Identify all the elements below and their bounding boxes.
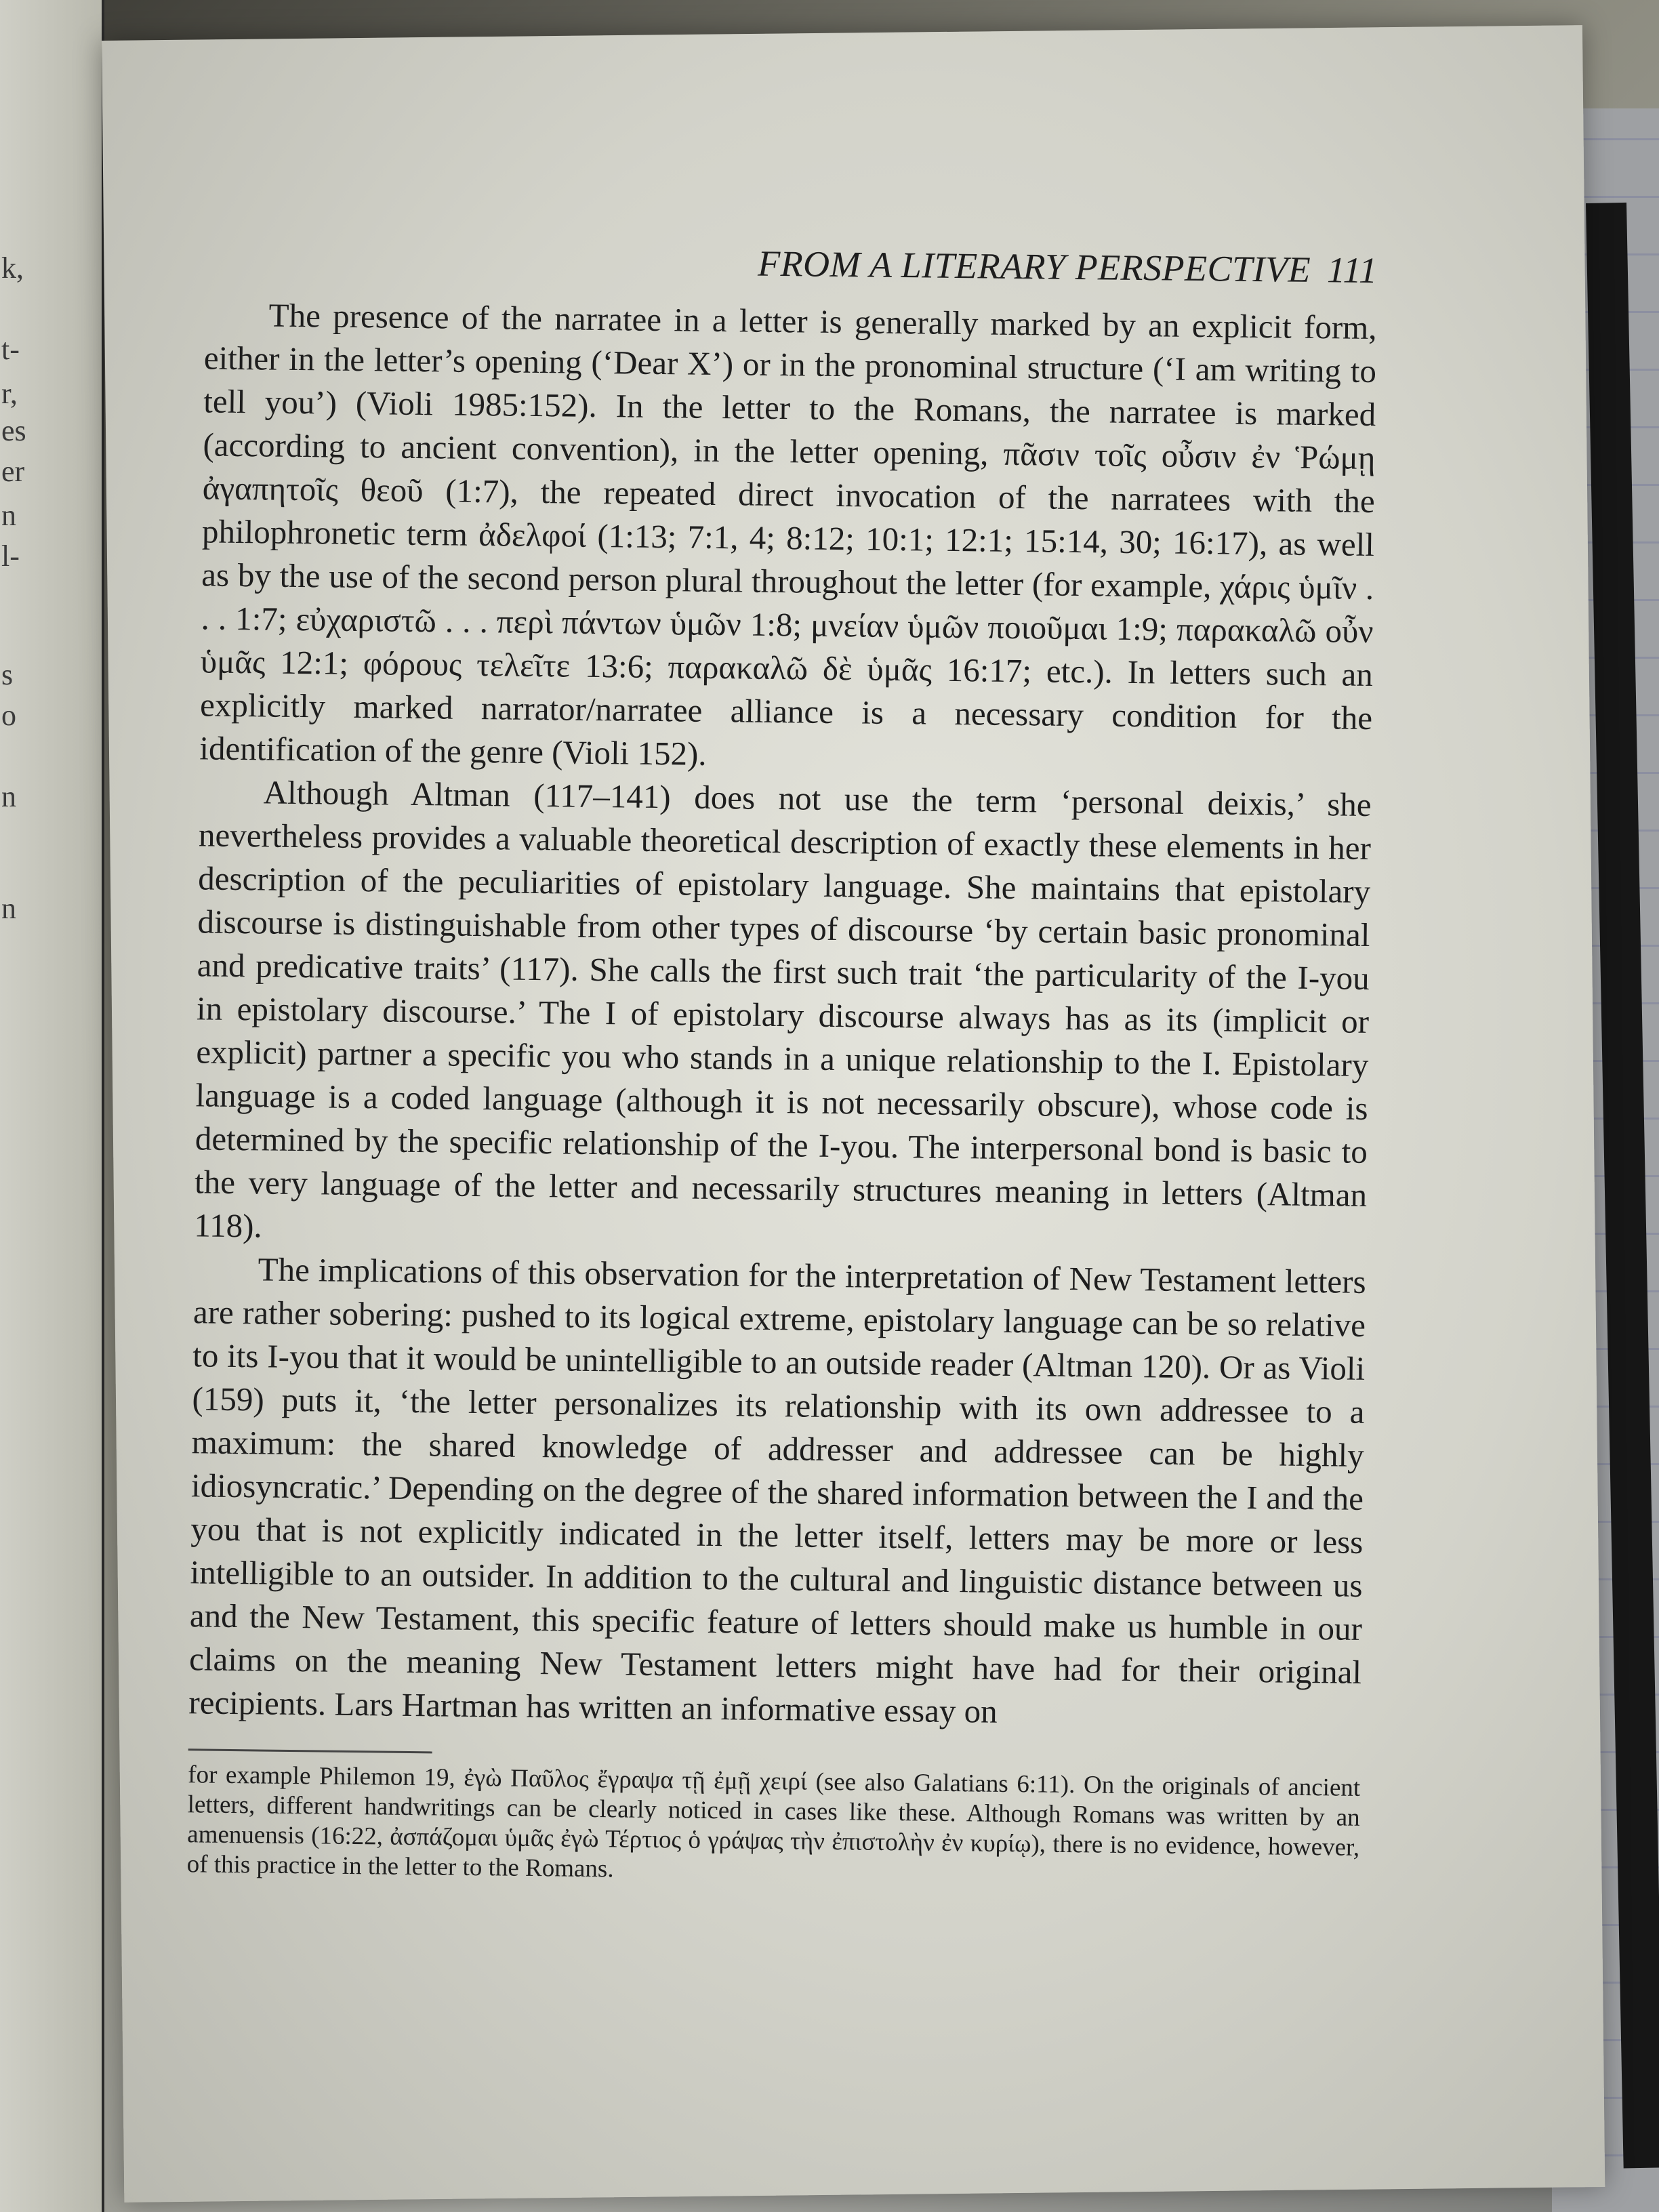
page-content xyxy=(187,236,1378,1892)
facing-page-fragment: o xyxy=(1,699,16,732)
facing-page-fragment: es xyxy=(1,414,26,447)
facing-page-fragment: k, xyxy=(1,251,24,285)
body-paragraph: The presence of the narratee in a letter is generally marked by an explicit form, either in the letter’s opening (‘Dear X’) or in the pronominal structure (‘I am writing to tell you’) (Violi 1985:152). In the letter to the Romans, the narratee is marked (according to ancient convention), in the letter opening, πᾶσιν τοῖς οὖσιν ἐν Ῥώμῃ ἀγαπητοῖς θεοῦ (1:7), the repeated direct invocation of the narratees with the philophronetic term ἀδελφοί (1:13; 7:1, 4; 8:12; 10:1; 12:1; 15:14, 30; 16:17), as well as by the use of the second person plural throughout the letter (for example, χάρις ὑμῖν . . . 1:7; εὐχαριστῶ . . . περὶ πάντων ὑμῶν 1:8; μνείαν ὑμῶν ποιοῦμαι 1:9; παρακαλῶ οὖν ὑμᾶς 12:1; φόρους τελεῖτε 13:6; παρακαλῶ δὲ ὑμᾶς 16:17; etc.). In letters such an explicitly marked narrator/narratee alliance is a necessary condition for the identification of the genre (Violi 152). xyxy=(199,296,1377,773)
facing-page-fragment: s xyxy=(1,658,14,691)
page-number: 111 xyxy=(1326,249,1378,291)
facing-page xyxy=(0,0,104,2212)
facing-page-fragment: n xyxy=(1,499,16,532)
facing-page-fragment: t- xyxy=(1,333,20,366)
facing-page-fragment: n xyxy=(1,780,16,813)
facing-page-fragment: r, xyxy=(1,377,18,410)
running-head-title: FROM A LITERARY PERSPECTIVE xyxy=(757,243,1311,290)
footnote: for example Philemon 19, ἐγὼ Παῦλος ἔγραψα τῇ ἐμῇ χειρί (see also Galatians 6:11). On the originals of ancient letters, different handwritings can be clearly noticed in cases like these. Although Romans was written by an amenuensis (16:22, ἀσπάζομαι ὑμᾶς ἐγὼ Τέρτιος ὁ γράψας τὴν ἐπιστολὴν ἐν κυρίῳ), there is no evidence, however, of this practice in the letter to the Romans. xyxy=(186,1761,1361,1883)
facing-page-fragment: er xyxy=(1,455,25,488)
body-paragraph: Although Altman (117–141) does not use the term ‘personal deixis,’ she nevertheless provides a valuable theoretical description of exactly these elements in her description of the peculiarities of epistolary language. She maintains that epistolary discourse is distinguishable from other types of discourse ‘by certain basic pronominal and predicative traits’ (117). She calls the first such trait ‘the particularity of the I-you in epistolary discourse.’ The I of epistolary discourse always has as its (implicit or explicit) partner a specific you who stands in a unique relationship to the I. Epistolary language is a coded language (although it is not necessarily obscure), whose code is determined by the specific relationship of the I-you. The interpersonal bond is basic to the very language of the letter and necessarily structures meaning in letters (Altman 118). xyxy=(194,773,1372,1245)
footnote-rule xyxy=(188,1748,432,1753)
facing-page-fragment: n xyxy=(1,892,16,925)
facing-page-fragment: l- xyxy=(1,539,20,573)
running-head xyxy=(205,236,1378,291)
book-page xyxy=(102,25,1605,2203)
body-paragraph: The implications of this observation for the interpretation of New Testament letters are rather sobering: pushed to its logical extreme, epistolary language can be so relative to its I-you that it would be unintelligible to an outside reader (Altman 120). Or as Violi (159) puts it, ‘the letter personalizes its relationship with its own addressee to a maximum: the shared knowledge of addresser and addressee can be highly idiosyncratic.’ Depending on the degree of the shared information between the I and the you that is not explicitly indicated in the letter itself, letters may be more or less intelligible to an outsider. In addition to the cultural and linguistic distance between us and the New Testament, this specific feature of letters should make us humble in our claims on the meaning New Testament letters might have had for their original recipients. Lars Hartman has written an informative essay on xyxy=(188,1250,1366,1730)
